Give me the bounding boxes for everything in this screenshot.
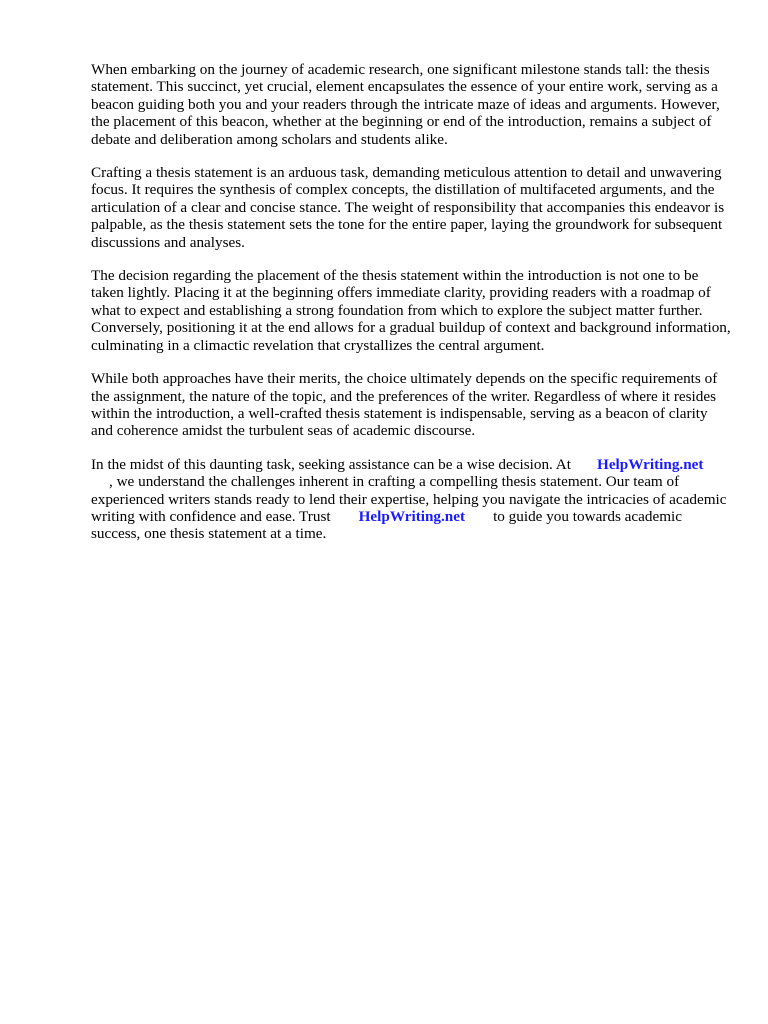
paragraph-5-part-1: In the midst of this daunting task, seeking assistance can be a wise decision. At — [91, 455, 571, 473]
paragraph-3: The decision regarding the placement of the thesis statement within the introduction is not one to be taken lightly. Placing it at the beginning offers immediate clarity, providing readers with a roadmap of what to expect and establishing a strong foundation from which to explore the subject matter further. Conversely, positioning it at the end allows for a gradual buildup of context and background information, culminating in a climactic revelation that crystallizes the central argument. — [91, 267, 731, 354]
document-body — [91, 61, 731, 559]
helpwriting-link-1[interactable]: HelpWriting.net — [597, 455, 704, 473]
paragraph-2: Crafting a thesis statement is an arduous task, demanding meticulous attention to detail and unwavering focus. It requires the synthesis of complex concepts, the distillation of multifaceted arguments, and the articulation of a clear and concise stance. The weight of responsibility that accompanies this endeavor is palpable, as the thesis statement sets the tone for the entire paper, laying the groundwork for subsequent discussions and analyses. — [91, 164, 725, 251]
paragraph-5-part-3: to guide you towards academic success, one thesis statement at a time. — [91, 507, 683, 543]
paragraph-5 — [91, 456, 731, 543]
helpwriting-link-2[interactable]: HelpWriting.net — [358, 507, 466, 525]
paragraph-5-part-2: , we understand the challenges inherent in crafting a compelling thesis statement. Our team of experienced writers stands ready to lend their expertise, helping you navigate the intricacies of academic writing with confidence and ease. Trust — [91, 473, 727, 525]
paragraph-1: When embarking on the journey of academic research, one significant milestone stands tall: the thesis statement. This succinct, yet crucial, element encapsulates the essence of your entire work, serving as a beacon guiding both you and your readers through the intricate maze of ideas and arguments. However, the placement of this beacon, whether at the beginning or end of the introduction, remains a subject of debate and deliberation among scholars and students alike. — [91, 61, 720, 148]
paragraph-4: While both approaches have their merits, the choice ultimately depends on the specific requirements of the assignment, the nature of the topic, and the preferences of the writer. Regardless of where it resides within the introduction, a well-crafted thesis statement is indispensable, serving as a beacon of clarity and coherence amidst the turbulent seas of academic discourse. — [91, 370, 718, 440]
